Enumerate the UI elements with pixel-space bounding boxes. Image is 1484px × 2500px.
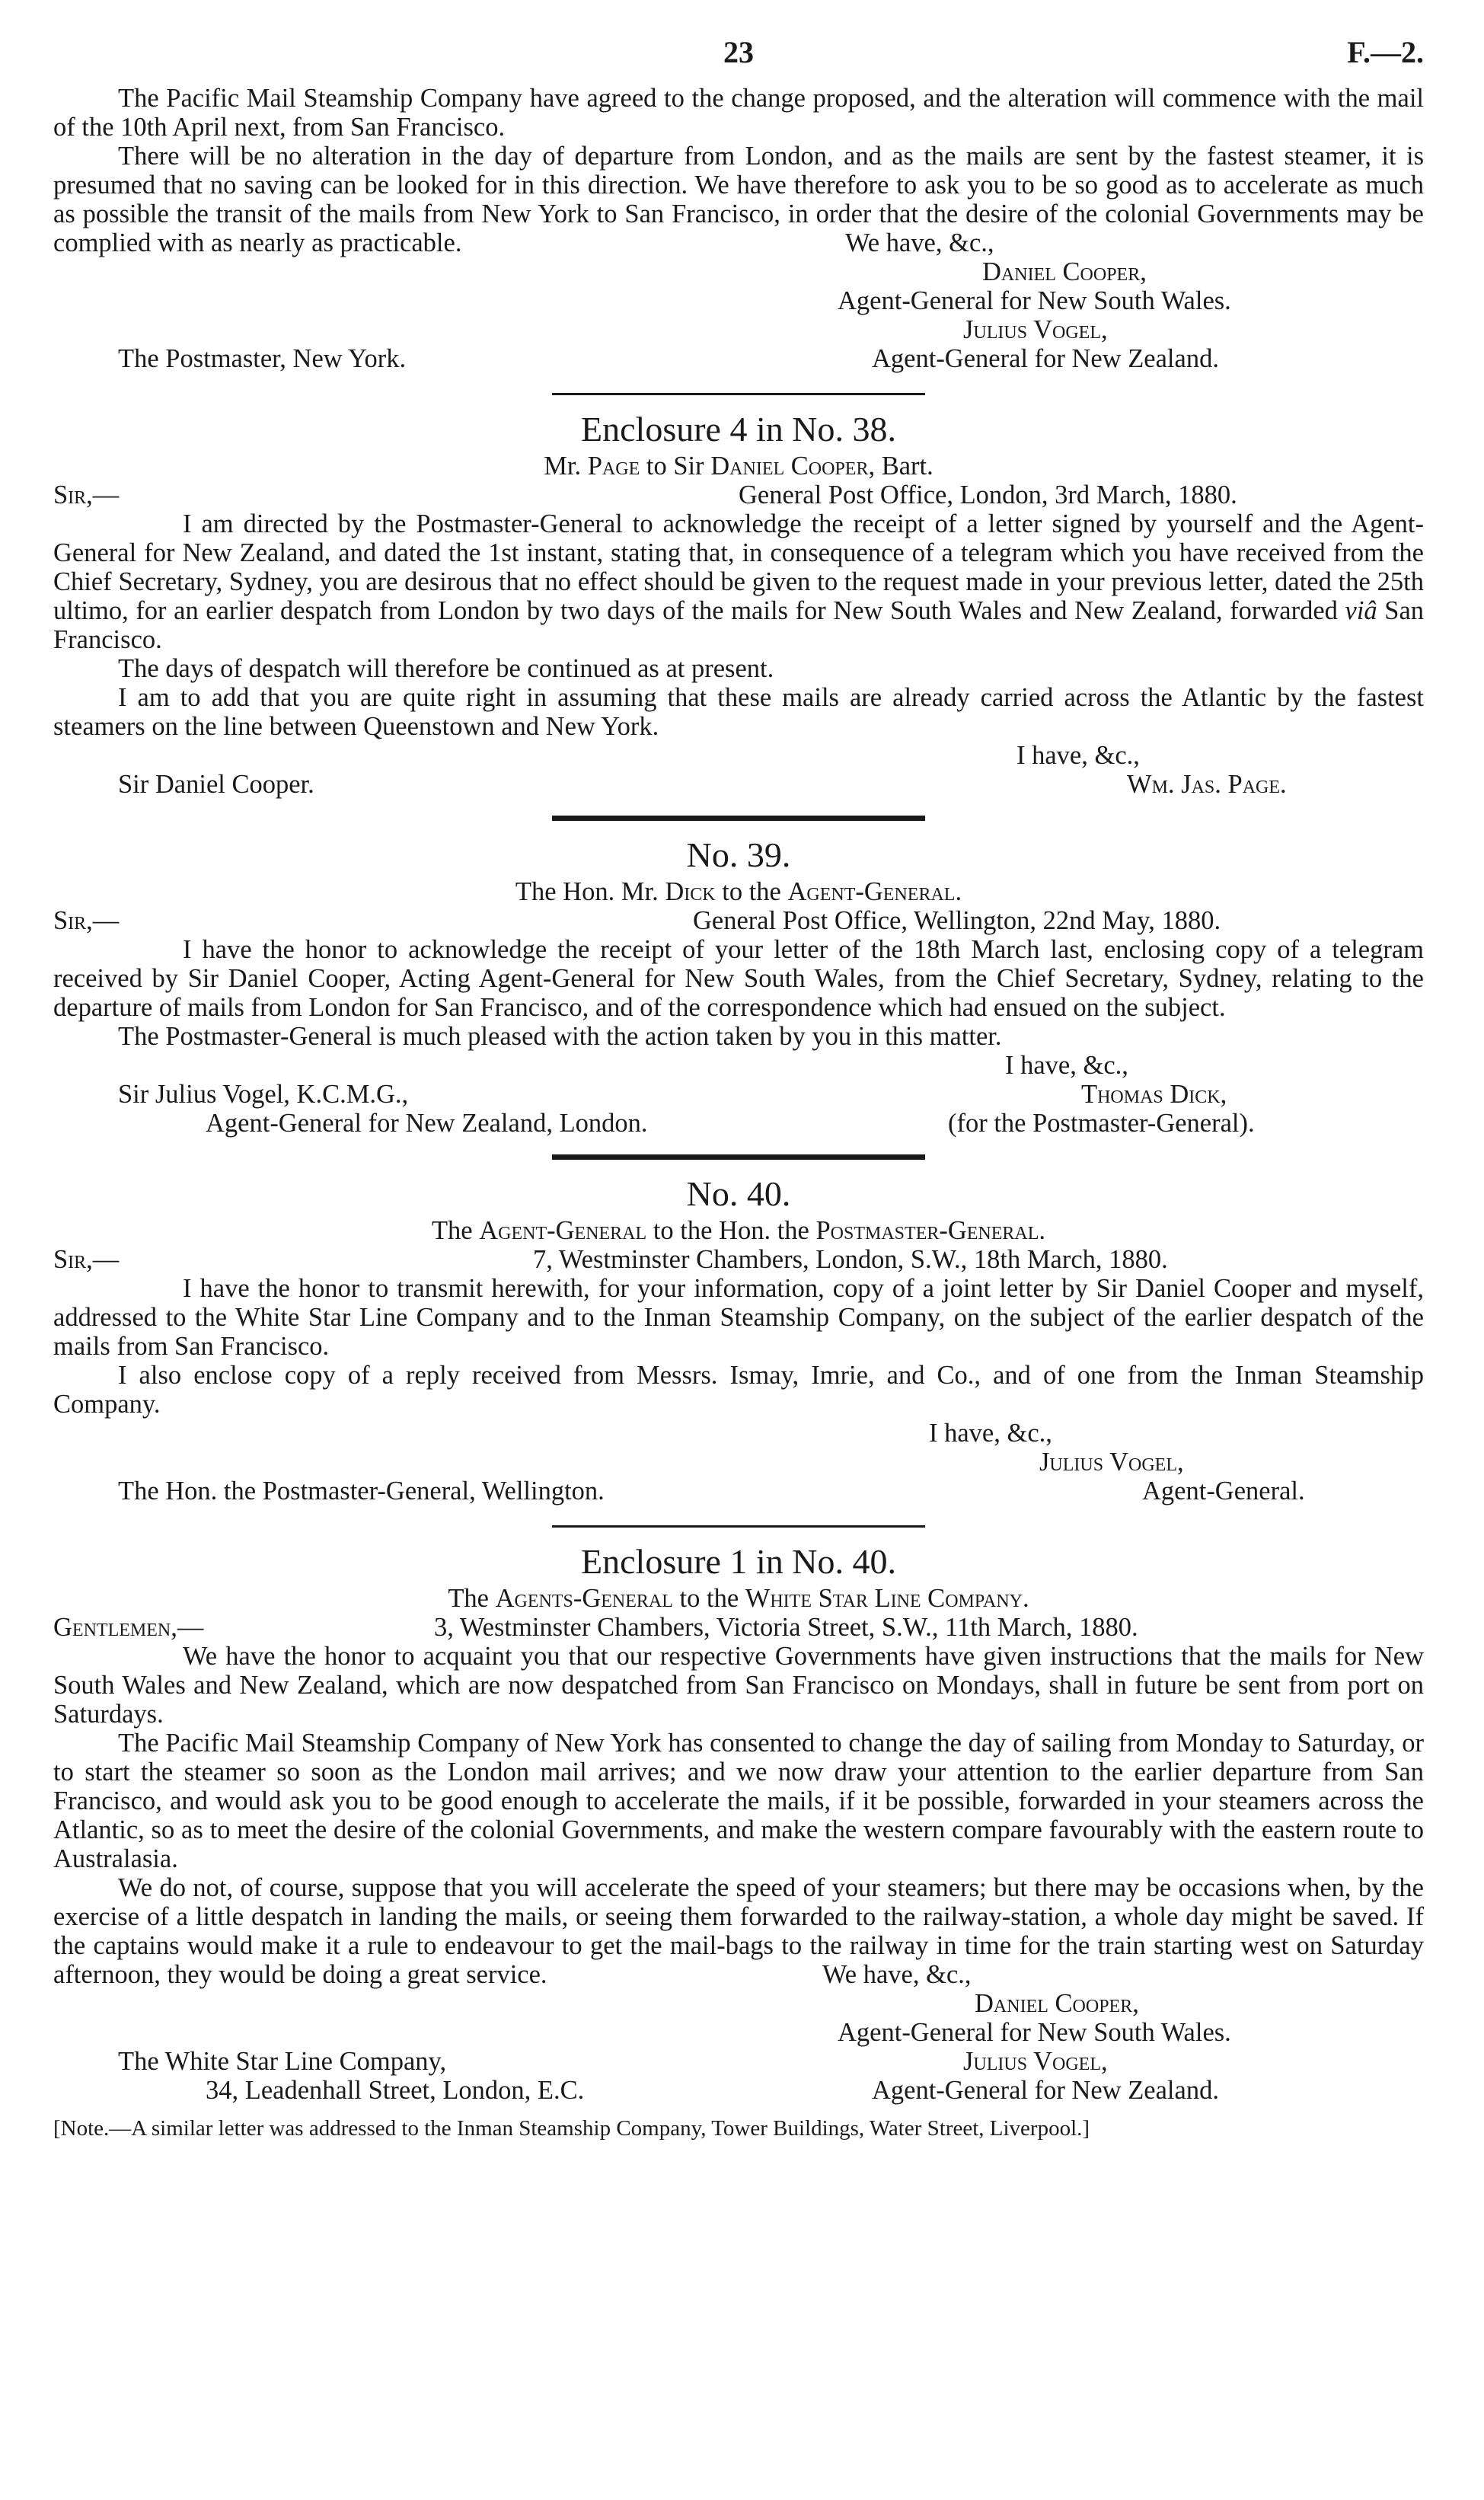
place-date: General Post Office, Wellington, 22nd May, 1880. [693, 906, 1221, 935]
paragraph-text: I am directed by the Postmaster-General to acknowledge the receipt of a letter signed by yourself and the Agent-General for New Zealand, and dated the 1st instant, stating that, in consequence of a telegram which you have received from the Chief Secretary, Sydney, you are desirous that no effect should be given to the request made in your previous letter, dated the 25th ultimo, for an earlier despatch from London by two days of the mails for New South Wales and New Zealand, forwarded [53, 509, 1424, 625]
signatory-name: Daniel Cooper, [982, 257, 1147, 286]
closing: We have, &c., [822, 1960, 972, 1989]
document-page [53, 35, 1425, 2143]
signatory-title: Agent-General for New Zealand. [872, 2076, 1219, 2105]
section-title: Enclosure 1 in No. 40. [581, 1542, 896, 1581]
section-divider [552, 816, 925, 821]
signature-row [53, 344, 1424, 373]
signatory-name: Julius Vogel, [963, 315, 1108, 344]
salutation-row [53, 1245, 1424, 1274]
subtitle-part: White Star Line Company. [745, 1584, 1029, 1613]
salutation: Sir,— [53, 481, 120, 509]
signature-row [53, 2018, 1424, 2047]
salutation: Sir,— [53, 906, 120, 935]
signature-row [53, 770, 1424, 799]
signature-row [53, 1989, 1424, 2018]
paper-reference: F.—2. [1347, 35, 1424, 69]
letter-no-40 [53, 1172, 1424, 1505]
addressee: The White Star Line Company, [118, 2047, 447, 2076]
paragraph: I am to add that you are quite right in assuming that these mails are already carried across the Atlantic by the fastest steamers on the line between Queenstown and New York. [53, 683, 1424, 741]
section-divider [552, 393, 925, 395]
signatory-name: Julius Vogel, [1039, 1448, 1184, 1477]
signature-row [53, 315, 1424, 344]
subtitle-part: The Hon. Mr. [515, 877, 665, 906]
closing-row [53, 1419, 1424, 1448]
addressee: 34, Leadenhall Street, London, E.C. [206, 2076, 585, 2105]
signature-row [53, 1080, 1424, 1109]
signatory-title: Agent-General for New South Wales. [838, 286, 1231, 315]
section-subtitle [53, 877, 1424, 906]
closing: I have, &c., [1016, 741, 1140, 770]
paragraph-text: viâ [1345, 596, 1377, 625]
subtitle-part: The [431, 1216, 480, 1245]
place-date: General Post Office, London, 3rd March, 1880. [739, 481, 1237, 509]
addressee: Sir Daniel Cooper. [118, 770, 314, 799]
paragraph [53, 509, 1424, 654]
letter-no-39 [53, 833, 1424, 1138]
subtitle-part: The [448, 1584, 496, 1613]
closing-row [53, 741, 1424, 770]
subtitle-part: Dick [665, 877, 716, 906]
page-header [53, 35, 1424, 84]
paragraph-text: San Francisco. [53, 596, 1425, 654]
subtitle-part: Postmaster-General. [815, 1216, 1046, 1245]
signature-row [53, 257, 1424, 286]
signatory-name: Daniel Cooper, [975, 1989, 1139, 2018]
signature-row [53, 1477, 1424, 1505]
signature-row [53, 2047, 1424, 2076]
enclosure-4-no-38 [53, 407, 1424, 799]
section-subtitle [53, 1584, 1424, 1613]
paragraph: I have the honor to acknowledge the receipt of your letter of the 18th March last, enclosing copy of a telegram received by Sir Daniel Cooper, Acting Agent-General for New South Wales, from the Chief Secretary, Sydney, relating to the departure of mails from London for San Francisco, and of the correspondence which had ensued on the subject. [53, 935, 1424, 1022]
paragraph: I also enclose copy of a reply received from Messrs. Ismay, Imrie, and Co., and of one from the Inman Steamship Company. [53, 1361, 1424, 1419]
signatory-title: (for the Postmaster-General). [948, 1109, 1255, 1138]
section-title: No. 40. [686, 1174, 791, 1213]
signatory-name: Thomas Dick, [1081, 1080, 1227, 1109]
salutation-row [53, 906, 1424, 935]
subtitle-part: Mr. [544, 452, 588, 481]
addressee: The Postmaster, New York. [118, 344, 407, 373]
subtitle-part: to the [715, 877, 788, 906]
closing-row [53, 1960, 1424, 1989]
signatory-title: Agent-General. [1142, 1477, 1305, 1505]
place-date: 7, Westminster Chambers, London, S.W., 18th March, 1880. [533, 1245, 1168, 1274]
subtitle-part: Agent-General. [787, 877, 962, 906]
section-divider [552, 1525, 925, 1528]
closing-row [53, 1051, 1424, 1080]
signature-row [53, 286, 1424, 315]
closing: I have, &c., [1005, 1051, 1128, 1080]
enclosure-1-no-40 [53, 1540, 1424, 2143]
signatory-title: Agent-General for New South Wales. [838, 2018, 1231, 2047]
subtitle-part: to Sir [640, 452, 711, 481]
section-subtitle [53, 1216, 1424, 1245]
paragraph: The Pacific Mail Steamship Company of New York has consented to change the day of sailing from Monday to Saturday, or to start the steamer so soon as the London mail arrives; and we now draw your attention to the earlier departure from San Francisco, and would ask you to be good enough to accelerate the mails, if it be possible, forwarded in your steamers across the Atlantic, so as to meet the desire of the colonial Governments, and make the western compare favourably with the eastern route to Australasia. [53, 1729, 1424, 1873]
subtitle-part: Page [587, 452, 640, 481]
signatory-name: Julius Vogel, [963, 2047, 1108, 2076]
paragraph: I have the honor to transmit herewith, for your information, copy of a joint letter by Sir Daniel Cooper and myself, addressed to the White Star Line Company and to the Inman Steamship Company, on the subject of the earlier despatch of the mails from San Francisco. [53, 1274, 1424, 1361]
footnote: [Note.—A similar letter was addressed to the Inman Steamship Company, Tower Buildings, Water Street, Liverpool.] [53, 2116, 1090, 2141]
paragraph: The days of despatch will therefore be continued as at present. [118, 654, 774, 683]
salutation-row [53, 1613, 1424, 1642]
subtitle-part: Agents-General [495, 1584, 673, 1613]
paragraph: We do not, of course, suppose that you will accelerate the speed of your steamers; but there may be occasions when, by the exercise of a little despatch in landing the mails, or seeing them forwarded to the railway-station, a whole day might be saved. If the captains would make it a rule to endeavour to get the mail-bags to the railway in time for the train starting west on Saturday afternoon, they would be doing a great service. [53, 1873, 1424, 1989]
page-number: 23 [723, 35, 754, 69]
subtitle-part: , Bart. [868, 452, 933, 481]
letter-continuation [53, 84, 1424, 373]
place-date: 3, Westminster Chambers, Victoria Street, S.W., 11th March, 1880. [434, 1613, 1138, 1642]
addressee: The Hon. the Postmaster-General, Wellington. [118, 1477, 605, 1505]
signature-row [53, 1109, 1424, 1138]
paragraph: We have the honor to acquaint you that our respective Governments have given instructions that the mails for New South Wales and New Zealand, which are now despatched from San Francisco on Mondays, shall in future be sent from port on Saturdays. [53, 1642, 1424, 1729]
subtitle-part: to the [672, 1584, 745, 1613]
salutation: Gentlemen,— [53, 1613, 204, 1642]
signature-row [53, 1448, 1424, 1477]
salutation-row [53, 481, 1424, 509]
subtitle-part: to the Hon. the [646, 1216, 816, 1245]
subtitle-part: Daniel Cooper [710, 452, 869, 481]
closing-row [53, 228, 1424, 257]
section-subtitle [53, 452, 1424, 481]
section-title: Enclosure 4 in No. 38. [581, 410, 896, 449]
signatory-title: Agent-General for New Zealand. [872, 344, 1219, 373]
closing: I have, &c., [929, 1419, 1052, 1448]
section-divider [552, 1154, 925, 1160]
paragraph: The Pacific Mail Steamship Company have agreed to the change proposed, and the alteration will commence with the mail of the 10th April next, from San Francisco. [53, 84, 1424, 142]
addressee: Agent-General for New Zealand, London. [206, 1109, 648, 1138]
addressee: Sir Julius Vogel, K.C.M.G., [118, 1080, 409, 1109]
subtitle-part: Agent-General [479, 1216, 647, 1245]
section-title: No. 39. [686, 835, 791, 874]
paragraph: The Postmaster-General is much pleased with the action taken by you in this matter. [118, 1022, 1002, 1051]
signature-row [53, 2076, 1424, 2105]
closing: We have, &c., [845, 228, 994, 257]
paragraph: There will be no alteration in the day of departure from London, and as the mails are sent by the fastest steamer, it is presumed that no saving can be looked for in this direction. We have therefore to ask you to be so good as to accelerate as much as possible the transit of the mails from New York to San Francisco, in order that the desire of the colonial Governments may be complied with as nearly as practicable. [53, 142, 1424, 257]
signatory-name: Wm. Jas. Page. [1127, 770, 1287, 799]
salutation: Sir,— [53, 1245, 120, 1274]
